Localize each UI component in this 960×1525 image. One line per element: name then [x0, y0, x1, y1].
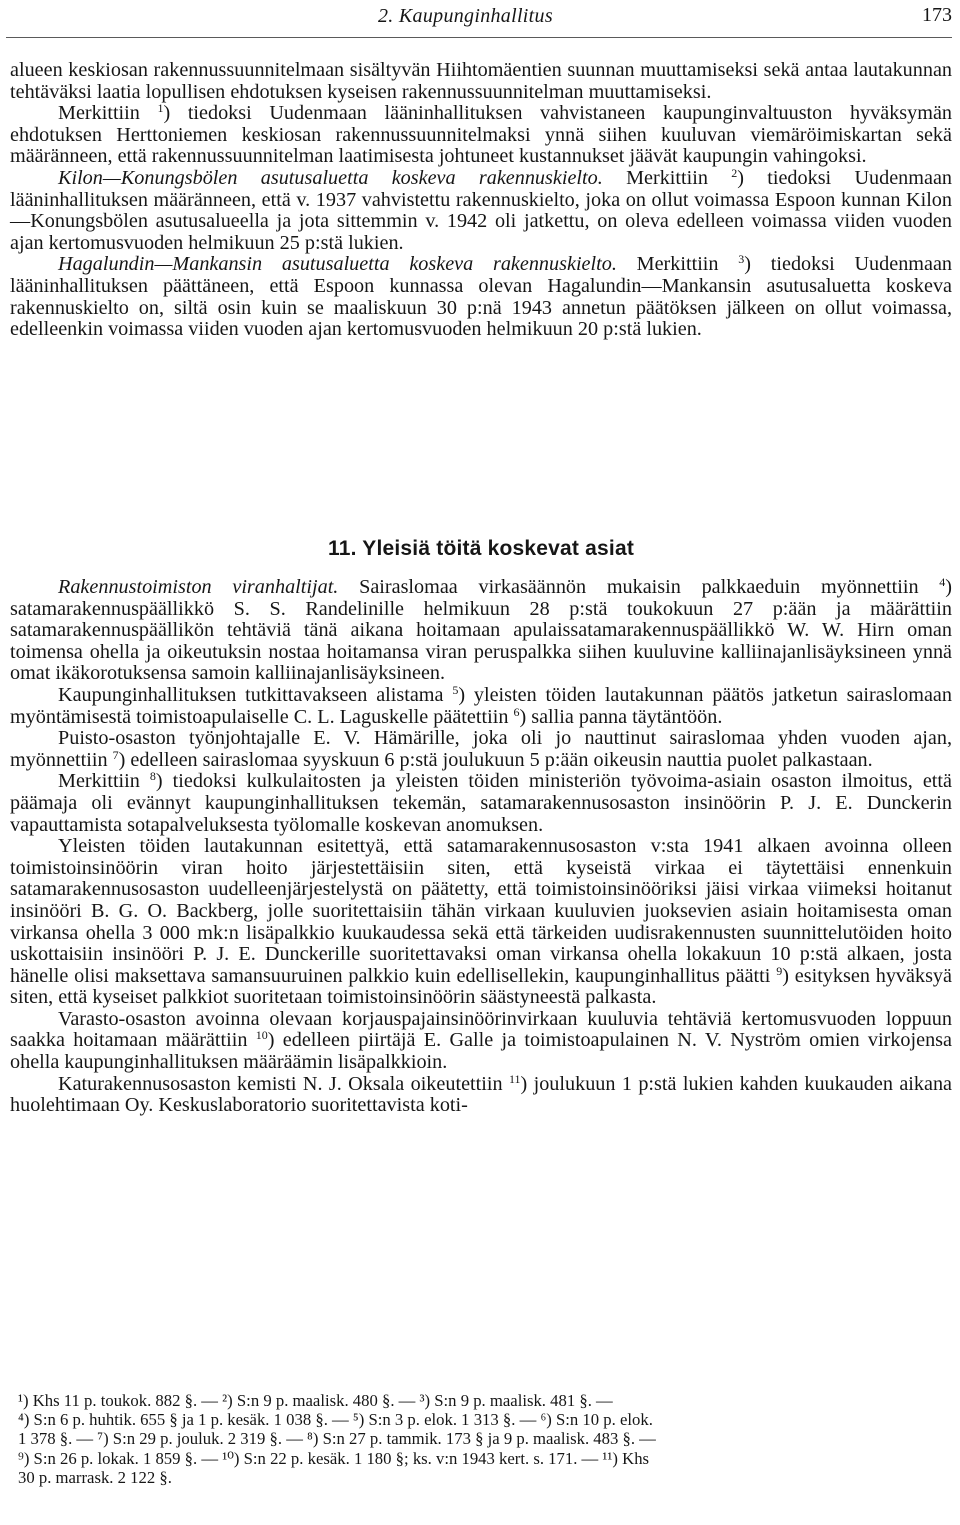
footnote-line: 30 p. marrask. 2 122 §. [18, 1467, 172, 1487]
footnote-ref[interactable]: 7 [112, 747, 119, 762]
paragraph: alueen keskiosan rakennussuunnitelmaan sisältyvän Hiihtomäentien suunnan muuttamiseksi sekä antaa lautakunnan tehtäväksi laatia lopullisen ehdotuksen kyseisen rakennussuunnitelman muuttamiseksi. [10, 59, 952, 103]
section-text [10, 577, 952, 1117]
paragraph-title: Kilon—Konungsbölen asutusaluetta koskeva rakennuskielto. [58, 166, 603, 189]
paragraph: Kilon—Konungsbölen asutusaluetta koskeva rakennuskielto. Merkittiin $^2$) tiedoksi Uudenmaan lääninhallituksen määränneen, että v. 1937 vahvistettu rakennuskielto, joka on ollut voimassa Espoon kunnan Kilon—Konungsbölen asutusalueella ja jota sittemmin v. 1942 oli jatkettu, on oleva edelleen voimassa viiden vuoden ajan kertomusvuoden helmikuun 25 p:stä lukien. [10, 165, 952, 254]
paragraph-title: Hagalundin—Mankansin asutusaluetta koskeva rakennuskielto. [58, 253, 617, 276]
running-title: 2. Kaupunginhallitus [378, 5, 553, 27]
footnote-line: 1 378 §. — ⁷) S:n 29 p. jouluk. 2 319 §. — ⁸) S:n 27 p. tammik. 173 § ja 9 p. maalisk. 483 §. — [18, 1429, 656, 1449]
running-header [0, 0, 960, 40]
paragraph: Hagalundin—Mankansin asutusaluetta koskeva rakennuskielto. Merkittiin $^3$) tiedoksi Uudenmaan lääninhallituksen päättäneen, että Espoon kunnassa olevan Hagalundin—Mankansin asutusaluetta koskeva rakennuskielto on, siltä osin kuin se maaliskuun 30 p:nä 1943 annetun päätöksen jälkeen on ollut voimassa, edelleenkin voimassa viiden vuoden ajan kertomusvuoden helmikuun 20 p:stä lukien. [10, 252, 953, 341]
footnote-ref[interactable]: 4 [939, 575, 946, 589]
header-rule [6, 37, 952, 38]
footnote-ref[interactable]: 6 [513, 704, 520, 719]
footnote-line: ¹) Khs 11 p. toukok. 882 §. — ²) S:n 9 p. maalisk. 480 §. — ³) S:n 9 p. maalisk. 481 §. — [18, 1391, 613, 1410]
paragraph: Merkittiin $^8$) tiedoksi kulkulaitosten ja yleisten töiden ministeriön työvoima-asiain osaston ilmoitus, että päämaja oli evännyt kaupunginhallituksen tekemän, satamarakennusosaston insinöörin P. J. E. Dunckerin vapauttamista sotapalveluksesta työlomalle koskevan anomuksen. [10, 769, 952, 836]
footnote-ref[interactable]: 9 [776, 963, 783, 978]
paragraph: Varasto-osaston avoinna olevaan korjauspajainsinöörinvirkaan kuuluvia tehtäviä kertomusvuoden loppuun saakka hoitamaan määrättiin $^{10}$) edelleen piirtäjä E. Galle ja toimistoapulainen N. V. Nyström omien virkojensa ohella kaupunginhallituksen määräämin lisäpalkkioin. [10, 1007, 952, 1074]
section-heading: 11. Yleisiä töitä koskevat asiat [327, 537, 635, 560]
footnote-ref[interactable]: 11 [508, 1071, 521, 1086]
paragraph: Yleisten töiden lautakunnan esitettyä, että satamarakennusosaston v:sta 1941 alkaen avoinna olleen toimistoinsinöörin viran hoito järjestettäisiin siten, että kyseistä virkaa ei täytettäisi ennenkuin satamarakennusosaston uudelleenjärjestelystä on päätetty, että toimistoinsinööriksi jäisi virkaa viimeksi hoitanut insinööri B. G. O. Backberg, jolle suoritettaisiin tähän virkaan kuuluvien juoksevien asiain hoitamisesta oman virkansa ohella 3 000 mk:n lisäpalkkio kuukaudessa sekä että tärkeiden uudisrakennusten suunnittelutöiden hoito uskottaisiin insinööri P. J. E. Dunckerille suoritettavaksi oman virkansa ohella lokakuun 10 p:stä alkaen, josta hänelle olisi maksettava samansuuruinen palkkio kuin edellisellekin, kaupunginhallitus päätti $^9$) esityksen hyväksyä siten, että kyseiset palkkiot suoritetaan toimistoinsinöörin säästyneestä palkasta. [10, 835, 952, 1009]
paragraph: Puisto-osaston työnjohtajalle E. V. Hämärille, joka oli jo nauttinut sairaslomaa yhden vuoden ajan, myönnettiin $^7$) edelleen sairaslomaa syyskuun 6 p:stä joulukuun 5 p:ään oikeusin nauttia puolet palkastaan. [10, 727, 952, 771]
footnote-ref[interactable]: 2 [731, 165, 738, 180]
footnotes [18, 1391, 952, 1487]
paragraph: Katurakennusosaston kemisti N. J. Oksala oikeutettiin $^{11}$) joulukuun 1 p:stä lukien kahden kuukauden aikana huolehtimaan Oy. Keskuslaboratorio suoritettavista koti- [10, 1071, 952, 1117]
footnote-ref[interactable]: 10 [255, 1028, 268, 1043]
footnote-ref[interactable]: 5 [452, 682, 459, 697]
paragraph: Rakennustoimiston viranhaltijat. Sairaslomaa virkasäännön mukaisin palkkaeduin myönnettiin $^4$) satamarakennuspäällikkö S. S. Randelinille helmikuun 28 p:stä toukokuun 27 p:ään ja määrättiin satamarakennuspäällikön tehtäviä tänä aikana hoitamaan apulaissatamarakennuspäällikkö W. W. Hirn oman toimensa ohella ja oikeutuksin nostaa hoitamansa viran peruspalkka siihen kuuluvine kalliinajanlisäyksineen ynnä omat ikäkorotuksensa samoin kalliinajanlisäyksineen. [10, 575, 952, 685]
page-number: 173 [922, 4, 952, 26]
footnote-ref[interactable]: 1 [157, 101, 164, 116]
footnote-ref[interactable]: 3 [738, 252, 745, 267]
paragraph: Merkittiin $^1$) tiedoksi Uudenmaan lääninhallituksen vahvistaneen kaupunginvaltuuston hyväksymän ehdotuksen Herttoniemen keskiosan rakennussuunnitelmaksi ynnä siihen kuuluvan viemäröimiskartan sekä määränneen, että rakennussuunnitelman laatimisesta johtuneet kustannukset jäävät kaupungin vahingoksi. [10, 101, 952, 168]
paragraph: Kaupunginhallituksen tutkittavakseen alistama $^5$) yleisten töiden lautakunnan päätös jatketun sairaslomaan myöntämisestä toimistoapulaiselle C. L. Laguskelle päätettiin $^6$) sallia panna täytäntöön. [10, 682, 952, 728]
footnote-line: ⁹) S:n 26 p. lokak. 1 859 §. — ¹⁰) S:n 22 p. kesäk. 1 180 §; ks. v:n 1943 kert. s. 171. — ¹¹) Khs [18, 1448, 650, 1468]
paragraph-title: Rakennustoimiston viranhaltijat. [58, 576, 339, 598]
intro-text [10, 60, 952, 341]
footnote-line: ⁴) S:n 6 p. huhtik. 655 § ja 1 p. kesäk. 1 038 §. — ⁵) S:n 3 p. elok. 1 313 §. — ⁶) S:n 10 p. elok. [18, 1410, 653, 1430]
footnote-ref[interactable]: 8 [149, 769, 156, 784]
